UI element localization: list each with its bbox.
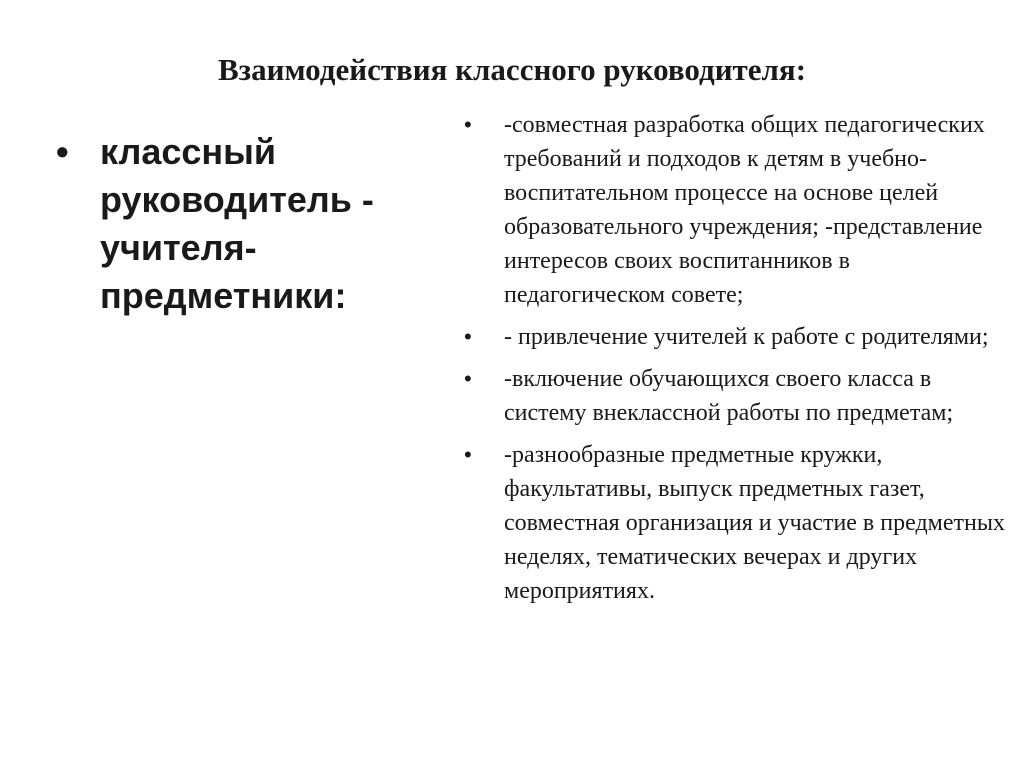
bullet-icon: • (464, 112, 472, 137)
list-item (456, 108, 1016, 312)
list-item-text: -разнообразные предметные кружки, факультативы, выпуск предметных газет, совместная организация и участие в предметных неделях, тематических вечерах и других мероприятиях. (504, 442, 1005, 604)
bullet-icon: • (464, 442, 472, 467)
right-column (456, 108, 1016, 616)
list-item-text: -включение обучающихся своего класса в систему внеклассной работы по предметам; (504, 366, 954, 426)
slide-title: Взаимодействия классного руководителя: (217, 52, 807, 87)
list-item-text: - привлечение учителей к работе с родителями; (504, 324, 989, 350)
left-bullet-item (56, 128, 396, 320)
list-item (456, 320, 1016, 354)
left-bullet-text: классный руководитель - учителя-предметники: (100, 131, 374, 316)
list-item (456, 362, 1016, 430)
left-column (56, 128, 396, 320)
bullet-icon: • (464, 366, 472, 391)
bullet-icon: • (464, 324, 472, 349)
bullet-icon: • (56, 131, 69, 172)
list-item (456, 438, 1016, 608)
list-item-text: -совместная разработка общих педагогических требований и подходов к детям в учебно-воспитательном процессе на основе целей образовательного учреждения; -представление интересов своих воспитанников в педагогическом совете; (504, 112, 985, 308)
